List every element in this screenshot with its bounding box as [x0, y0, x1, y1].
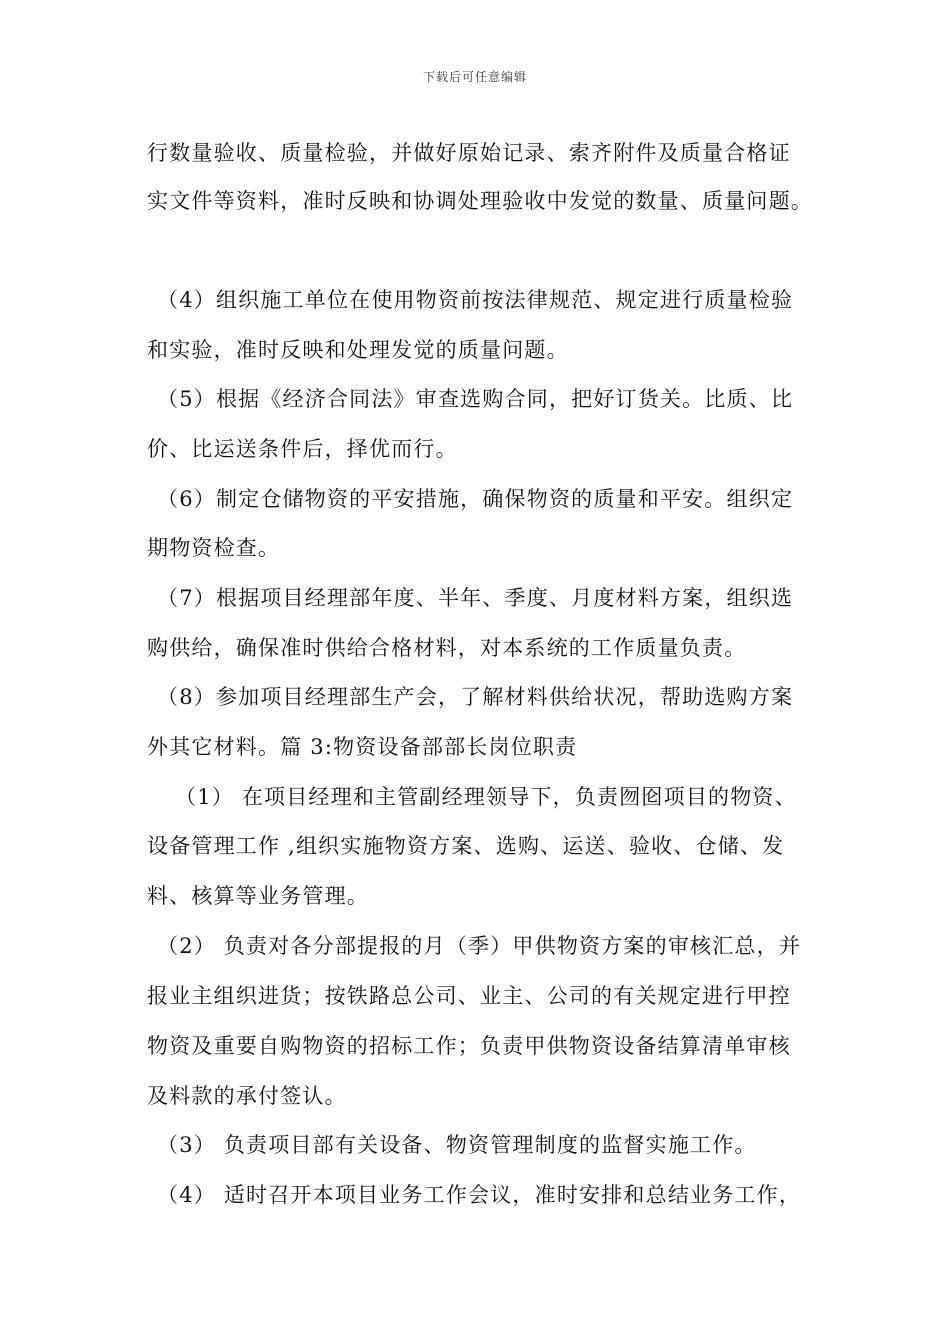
text-line-1: 行数量验收、质量检验，并做好原始记录、索齐附件及质量合格证 [147, 141, 791, 165]
text-line-15: 料、核算等业务管理。 [147, 884, 369, 908]
text-line-13: （1） 在项目经理和主管副经理领导下，负责囫囵项目的物资、 [175, 785, 797, 809]
text-line-7: （6）制定仓储物资的平安措施，确保物资的质量和平安。组织定 [157, 487, 794, 511]
text-line-18: 物资及重要自购物资的招标工作；负责甲供物资设备结算清单审核 [147, 1034, 791, 1058]
text-line-2: 实文件等资料，准时反映和协调处理验收中发觉的数量、质量问题。 [147, 189, 813, 213]
text-line-19: 及料款的承付签认。 [147, 1084, 347, 1108]
text-line-20: （3） 负责项目部有关设备、物资管理制度的监督实施工作。 [157, 1133, 757, 1157]
text-line-12: 外其它材料。篇 3:物资设备部部长岗位职责 [147, 735, 578, 759]
page-header: 下载后可任意编辑 [422, 70, 527, 84]
text-line-6: 价、比运送条件后，择优而行。 [147, 437, 458, 461]
text-line-10: 购供给，确保准时供给合格材料，对本系统的工作质量负责。 [147, 636, 747, 660]
text-line-5: （5）根据《经济合同法》审查选购合同，把好订货关。比质、比 [157, 387, 794, 411]
text-line-14: 设备管理工作 ,组织实施物资方案、选购、运送、验收、仓储、发 [147, 834, 785, 858]
text-line-16: （2） 负责对各分部提报的月（季）甲供物资方案的审核汇总，并 [157, 934, 802, 958]
text-line-4: 和实验，准时反映和处理发觉的质量问题。 [147, 338, 569, 362]
text-line-8: 期物资检查。 [147, 536, 281, 560]
text-line-21: （4） 适时召开本项目业务工作会议，准时安排和总结业务工作， [157, 1183, 802, 1207]
text-line-17: 报业主组织进货；按铁路总公司、业主、公司的有关规定进行甲控 [147, 984, 791, 1008]
text-line-11: （8）参加项目经理部生产会，了解材料供给状况，帮助选购方案 [157, 685, 794, 709]
text-line-3: （4）组织施工单位在使用物资前按法律规范、规定进行质量检验 [157, 288, 794, 312]
text-line-9: （7）根据项目经理部年度、半年、季度、月度材料方案，组织选 [157, 586, 794, 610]
